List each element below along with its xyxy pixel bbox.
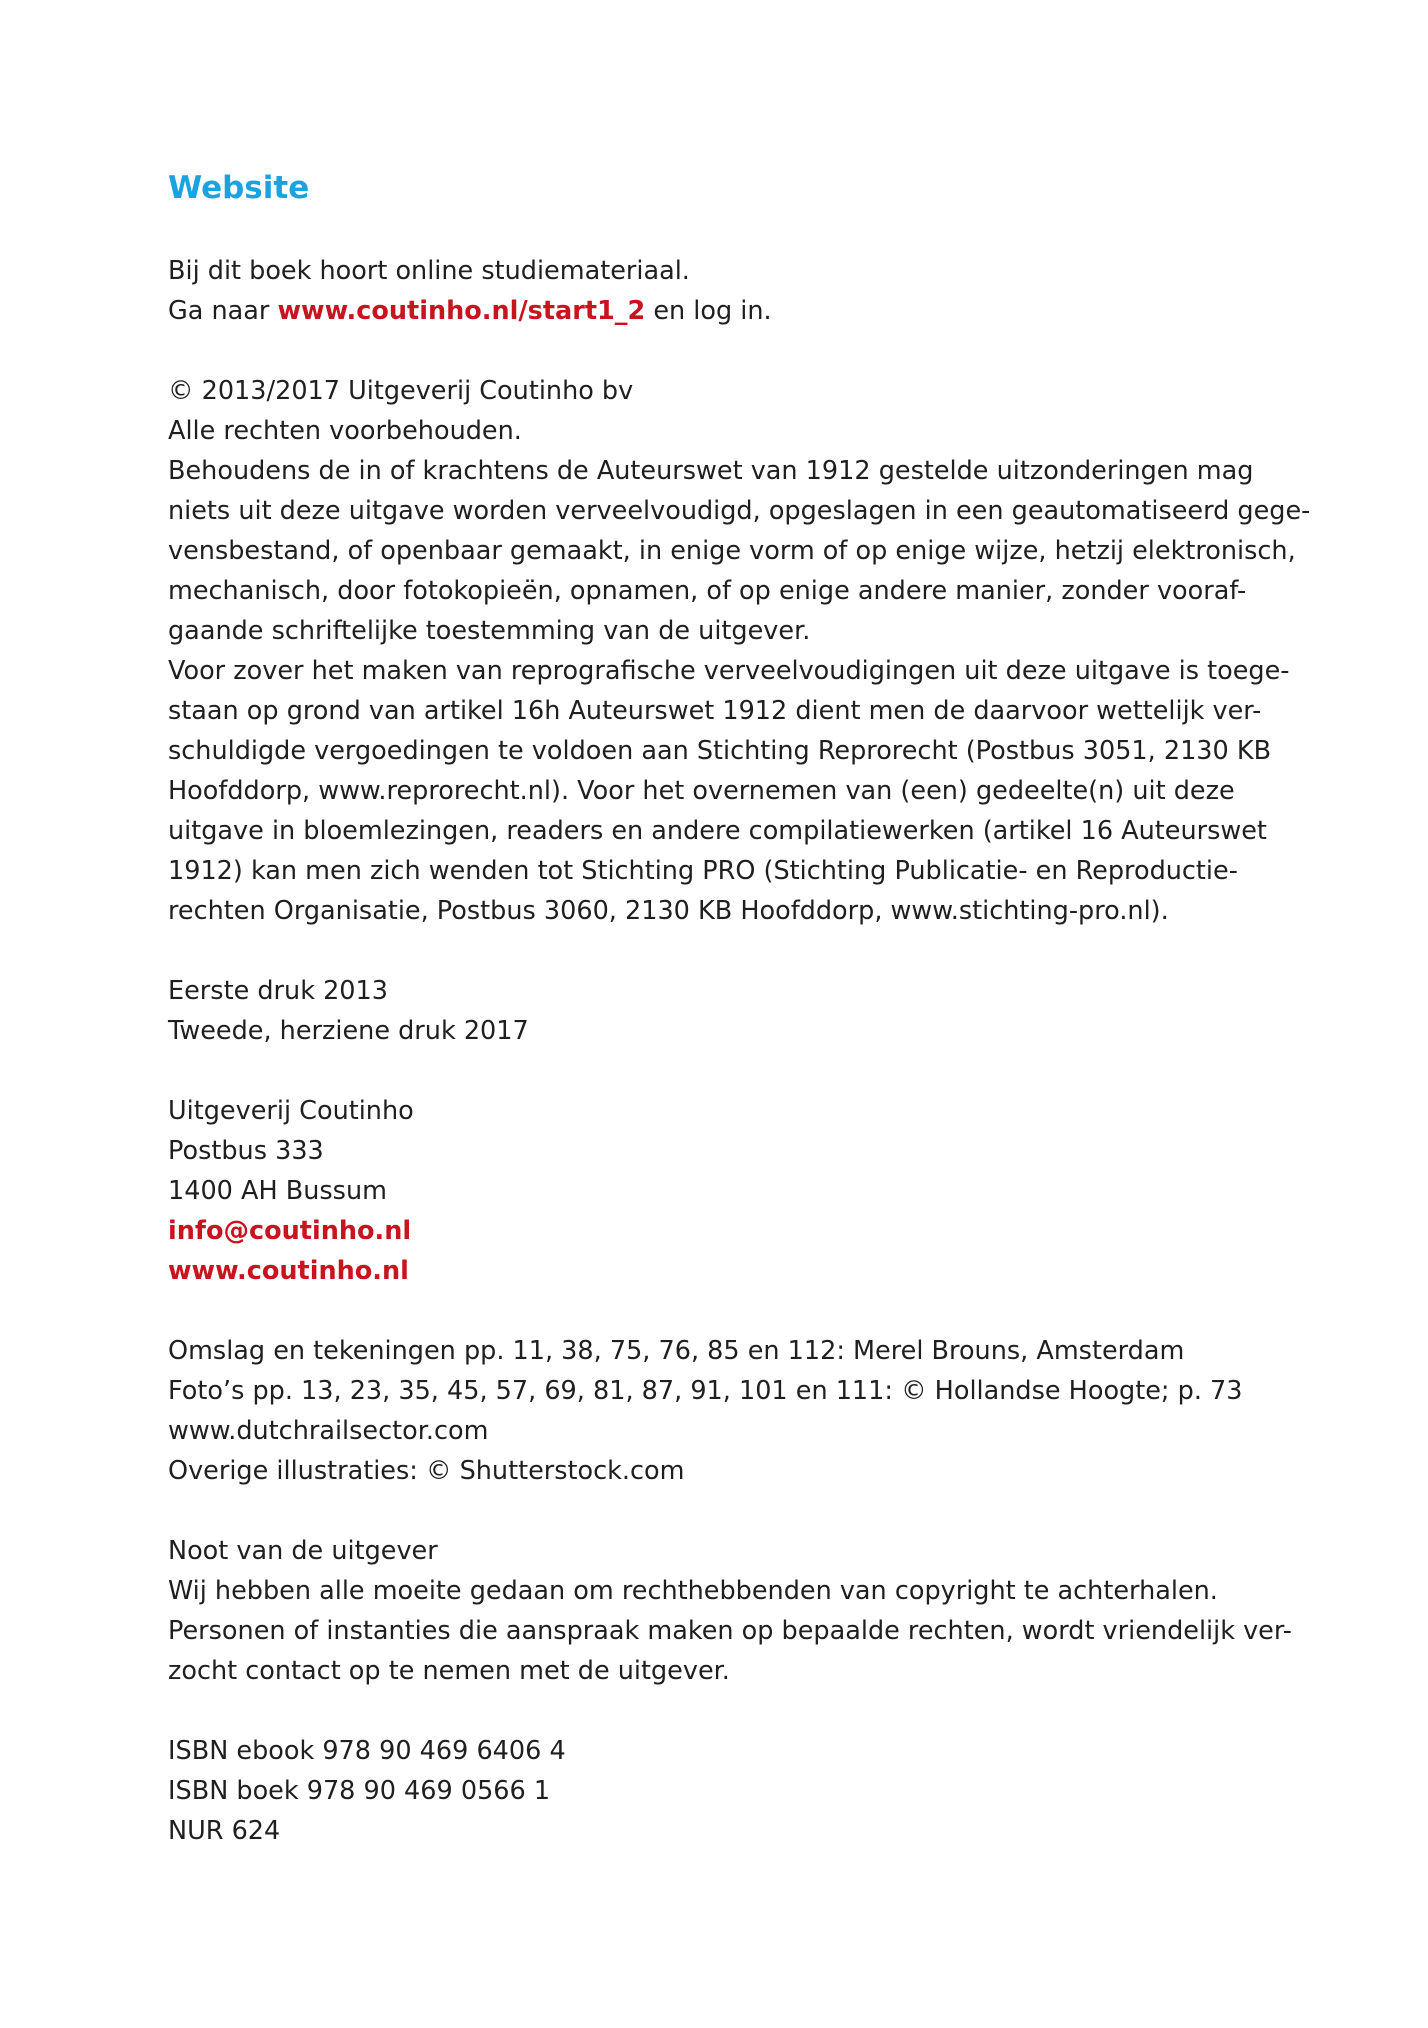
website-intro: Bij dit boek hoort online studiemateriaal. — [168, 256, 690, 286]
publisher-city: 1400 AH Bussum — [168, 1176, 387, 1206]
isbn-book: ISBN boek 978 90 469 0566 1 — [168, 1776, 551, 1806]
publisher-note-section — [168, 1531, 1298, 1691]
isbn-section — [168, 1731, 1298, 1851]
copyright-line: gaande schriftelijke toestemming van de uitgever. — [168, 616, 811, 646]
nur-code: NUR 624 — [168, 1816, 281, 1846]
publisher-address — [168, 1091, 1298, 1291]
note-line: Noot van de uitgever — [168, 1536, 438, 1566]
copyright-section — [168, 371, 1311, 931]
publisher-name: Uitgeverij Coutinho — [168, 1096, 414, 1126]
second-edition: Tweede, herziene druk 2017 — [168, 1016, 529, 1046]
copyright-line: staan op grond van artikel 16h Auteurswet 1912 dient men de daarvoor wettelijk ver- — [168, 696, 1262, 726]
note-line: Personen of instanties die aanspraak maken op bepaalde rechten, wordt vriendelijk ver- — [168, 1616, 1292, 1646]
credits-line: Foto’s pp. 13, 23, 35, 45, 57, 69, 81, 87, 91, 101 en 111: © Hollandse Hoogte; p. 73 — [168, 1376, 1243, 1406]
editions-section — [168, 971, 1298, 1051]
note-line: Wij hebben alle moeite gedaan om rechthebbenden van copyright te achterhalen. — [168, 1576, 1218, 1606]
goto-suffix: en log in. — [645, 296, 772, 326]
colophon-page — [168, 168, 1311, 1891]
publisher-website-link[interactable]: www.coutinho.nl — [168, 1256, 409, 1286]
copyright-line: Behoudens de in of krachtens de Auteurswet van 1912 gestelde uitzonderingen mag — [168, 456, 1254, 486]
copyright-line: © 2013/2017 Uitgeverij Coutinho bv — [168, 376, 634, 406]
credits-line: Omslag en tekeningen pp. 11, 38, 75, 76, 85 en 112: Merel Brouns, Amsterdam — [168, 1336, 1185, 1366]
copyright-line: uitgave in bloemlezingen, readers en andere compilatiewerken (artikel 16 Auteurswet — [168, 816, 1267, 846]
copyright-line: Alle rechten voorbehouden. — [168, 416, 522, 446]
publisher-email-link[interactable]: info@coutinho.nl — [168, 1216, 412, 1246]
publisher-web-line — [168, 1251, 1298, 1291]
credits-line: Overige illustraties: © Shutterstock.com — [168, 1456, 685, 1486]
goto-prefix: Ga naar — [168, 296, 278, 326]
note-line: zocht contact op te nemen met de uitgever. — [168, 1656, 730, 1686]
copyright-line: rechten Organisatie, Postbus 3060, 2130 KB Hoofddorp, www.stichting-pro.nl). — [168, 896, 1169, 926]
copyright-line: 1912) kan men zich wenden tot Stichting PRO (Stichting Publicatie- en Reproductie- — [168, 856, 1238, 886]
website-section — [168, 251, 1298, 331]
credits-section — [168, 1331, 1298, 1491]
copyright-line: Hoofddorp, www.reprorecht.nl). Voor het overnemen van (een) gedeelte(n) uit deze — [168, 776, 1235, 806]
copyright-line: schuldigde vergoedingen te voldoen aan Stichting Reprorecht (Postbus 3051, 2130 KB — [168, 736, 1272, 766]
copyright-line: vensbestand, of openbaar gemaakt, in enige vorm of op enige wijze, hetzij elektronisch, — [168, 536, 1296, 566]
publisher-postbus: Postbus 333 — [168, 1136, 324, 1166]
first-edition: Eerste druk 2013 — [168, 976, 388, 1006]
credits-line: www.dutchrailsector.com — [168, 1416, 489, 1446]
study-material-link[interactable]: www.coutinho.nl/start1_2 — [277, 296, 646, 326]
copyright-line: mechanisch, door fotokopieën, opnamen, of op enige andere manier, zonder vooraf- — [168, 576, 1247, 606]
isbn-ebook: ISBN ebook 978 90 469 6406 4 — [168, 1736, 566, 1766]
copyright-line: Voor zover het maken van reprografische verveelvoudigingen uit deze uitgave is toege- — [168, 656, 1290, 686]
publisher-email-line — [168, 1211, 1298, 1251]
website-heading: Website — [168, 170, 310, 206]
website-goto-line — [168, 291, 1298, 331]
copyright-line: niets uit deze uitgave worden verveelvoudigd, opgeslagen in een geautomatiseerd gege- — [168, 496, 1311, 526]
